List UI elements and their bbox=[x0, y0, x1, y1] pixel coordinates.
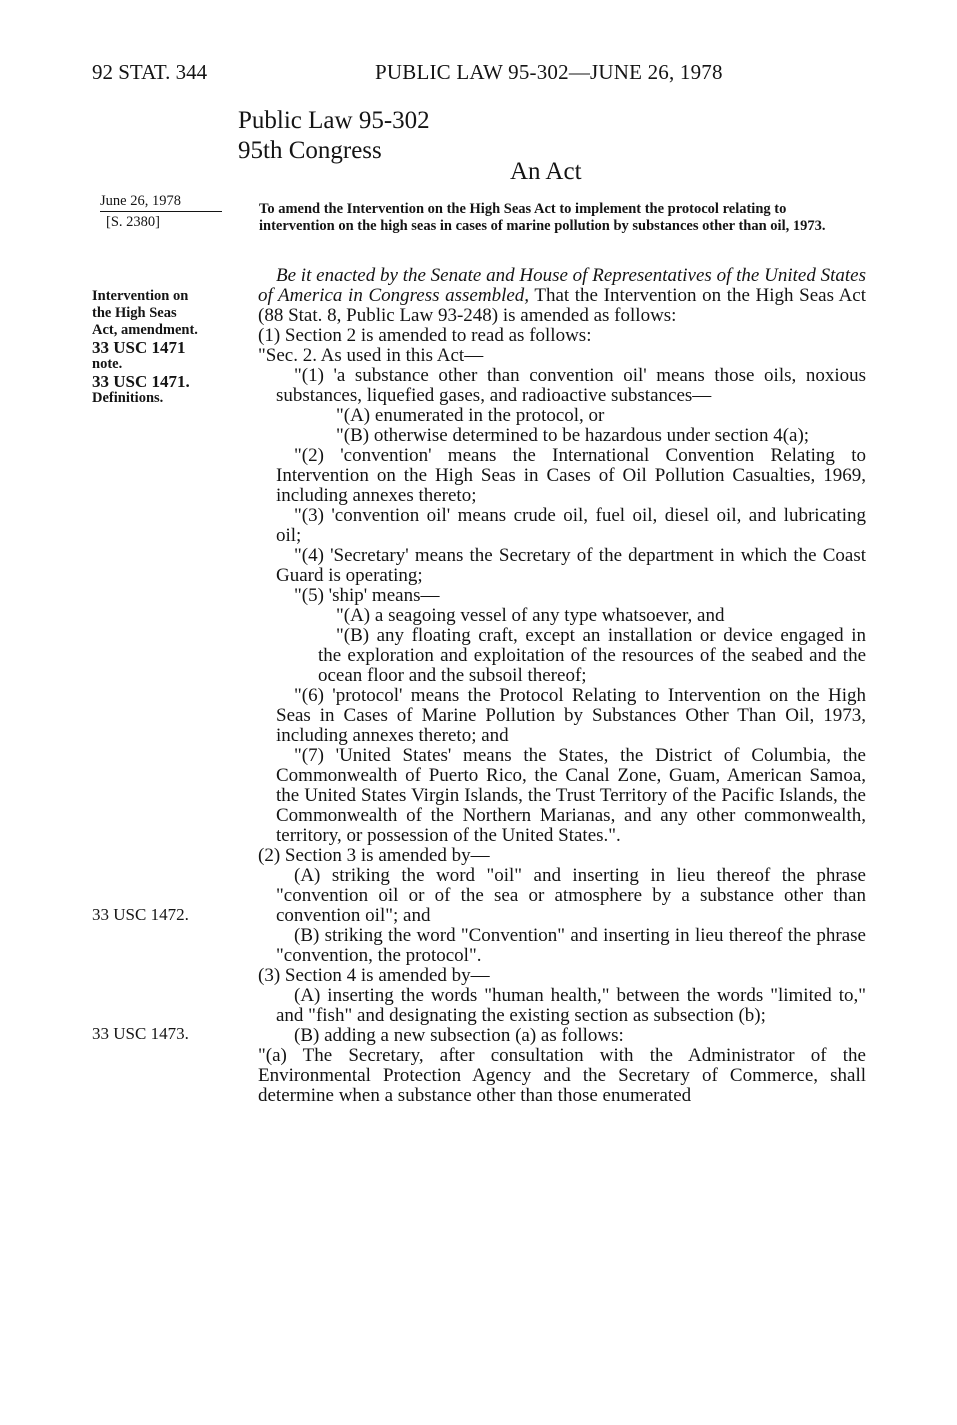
paragraph-1: (1) Section 2 is amended to read as follows: bbox=[258, 325, 592, 346]
margin-note-definitions bbox=[92, 288, 198, 407]
act-body bbox=[258, 265, 866, 1106]
margin-note-line: the High Seas bbox=[92, 305, 177, 321]
margin-note-line: 33 USC 1471. bbox=[92, 372, 190, 391]
definition-1-b: "(B) otherwise determined to be hazardous under section 4(a); bbox=[336, 425, 810, 446]
enacting-formula: Be it enacted by the Senate and House of Representatives of the United States of America in Congress assembled, bbox=[258, 265, 866, 306]
margin-note-1472: 33 USC 1472. bbox=[92, 905, 189, 924]
subsection-a-text: "(a) The Secretary, after consultation with the Administrator of the Environmental Protection Agency and the Secretary of Commerce, shall determine when a substance other than those enumerated bbox=[258, 1045, 866, 1106]
margin-note-line: Act, amendment. bbox=[92, 322, 198, 338]
paragraph-3-a: (A) inserting the words "human health," between the words "limited to," and "fish" and designating the existing section as subsection (b); bbox=[276, 985, 866, 1026]
margin-note-line: 33 USC 1471 bbox=[92, 338, 186, 357]
act-purpose bbox=[259, 201, 865, 235]
section-2-heading: "Sec. 2. As used in this Act— bbox=[258, 345, 484, 366]
law-title-block bbox=[238, 106, 430, 166]
enacting-rest: That the Intervention on the High Seas Act (88 Stat. 8, Public Law 93-248) is amended as follows: bbox=[258, 285, 866, 326]
definition-5-a: "(A) a seagoing vessel of any type whatsoever, and bbox=[336, 605, 725, 626]
act-heading: An Act bbox=[510, 158, 582, 185]
definition-5: "(5) 'ship' means— bbox=[294, 585, 440, 606]
margin-note-line: Intervention on bbox=[92, 288, 189, 304]
purpose-text: To amend the Intervention on the High Seas Act to implement the protocol relating to intervention on the high seas in cases of marine pollution by substances other than oil, 1973. bbox=[259, 201, 826, 234]
margin-note-line: note. bbox=[92, 356, 123, 372]
paragraph-3: (3) Section 4 is amended by— bbox=[258, 965, 490, 986]
paragraph-2-a: (A) striking the word "oil" and inserting in lieu thereof the phrase "convention oil or of the sea or atmosphere by a substance other than convention oil"; and bbox=[276, 865, 866, 926]
definition-2: "(2) 'convention' means the International Convention Relating to Intervention on the High Seas in Cases of Oil Pollution Casualties, 1969, including annexes thereto; bbox=[276, 445, 866, 506]
definition-1: "(1) 'a substance other than convention oil' means those oils, noxious substances, liquefied gases, and radioactive substances— bbox=[276, 365, 866, 406]
running-title: PUBLIC LAW 95-302—JUNE 26, 1978 bbox=[375, 60, 723, 84]
definition-1-a: "(A) enumerated in the protocol, or bbox=[336, 405, 605, 426]
definition-7: "(7) 'United States' means the States, the District of Columbia, the Commonwealth of Puerto Rico, the Canal Zone, Guam, American Samoa, the United States Virgin Islands, the Trust Territory of the Pacific Islands, the Commonwealth of the Northern Marianas, and any other commonwealth, territory, or possession of the United States.". bbox=[276, 745, 866, 846]
bill-number: [S. 2380] bbox=[106, 214, 160, 230]
definition-4: "(4) 'Secretary' means the Secretary of the department in which the Coast Guard is operating; bbox=[276, 545, 866, 586]
margin-note-line: Definitions. bbox=[92, 390, 164, 406]
margin-date-block bbox=[100, 193, 222, 231]
paragraph-2: (2) Section 3 is amended by— bbox=[258, 845, 490, 866]
congress-number: 95th Congress bbox=[238, 137, 382, 164]
enacting-clause bbox=[258, 266, 866, 326]
enactment-date: June 26, 1978 bbox=[100, 193, 222, 212]
paragraph-2-b: (B) striking the word "Convention" and inserting in lieu thereof the phrase "convention, the protocol". bbox=[276, 925, 866, 966]
page-header bbox=[92, 60, 872, 90]
definition-6: "(6) 'protocol' means the Protocol Relating to Intervention on the High Seas in Cases of Marine Pollution by Substances Other Than Oil, 1973, including annexes thereto; and bbox=[276, 685, 866, 746]
margin-note-1473: 33 USC 1473. bbox=[92, 1024, 189, 1043]
definition-5-b: "(B) any floating craft, except an installation or device engaged in the exploration and exploitation of the resources of the seabed and the ocean floor and the subsoil thereof; bbox=[318, 625, 866, 686]
stat-page-number: 92 STAT. 344 bbox=[92, 60, 208, 84]
law-number: Public Law 95-302 bbox=[238, 107, 430, 134]
paragraph-3-b: (B) adding a new subsection (a) as follows: bbox=[294, 1025, 624, 1046]
definition-3: "(3) 'convention oil' means crude oil, fuel oil, diesel oil, and lubricating oil; bbox=[276, 505, 866, 546]
